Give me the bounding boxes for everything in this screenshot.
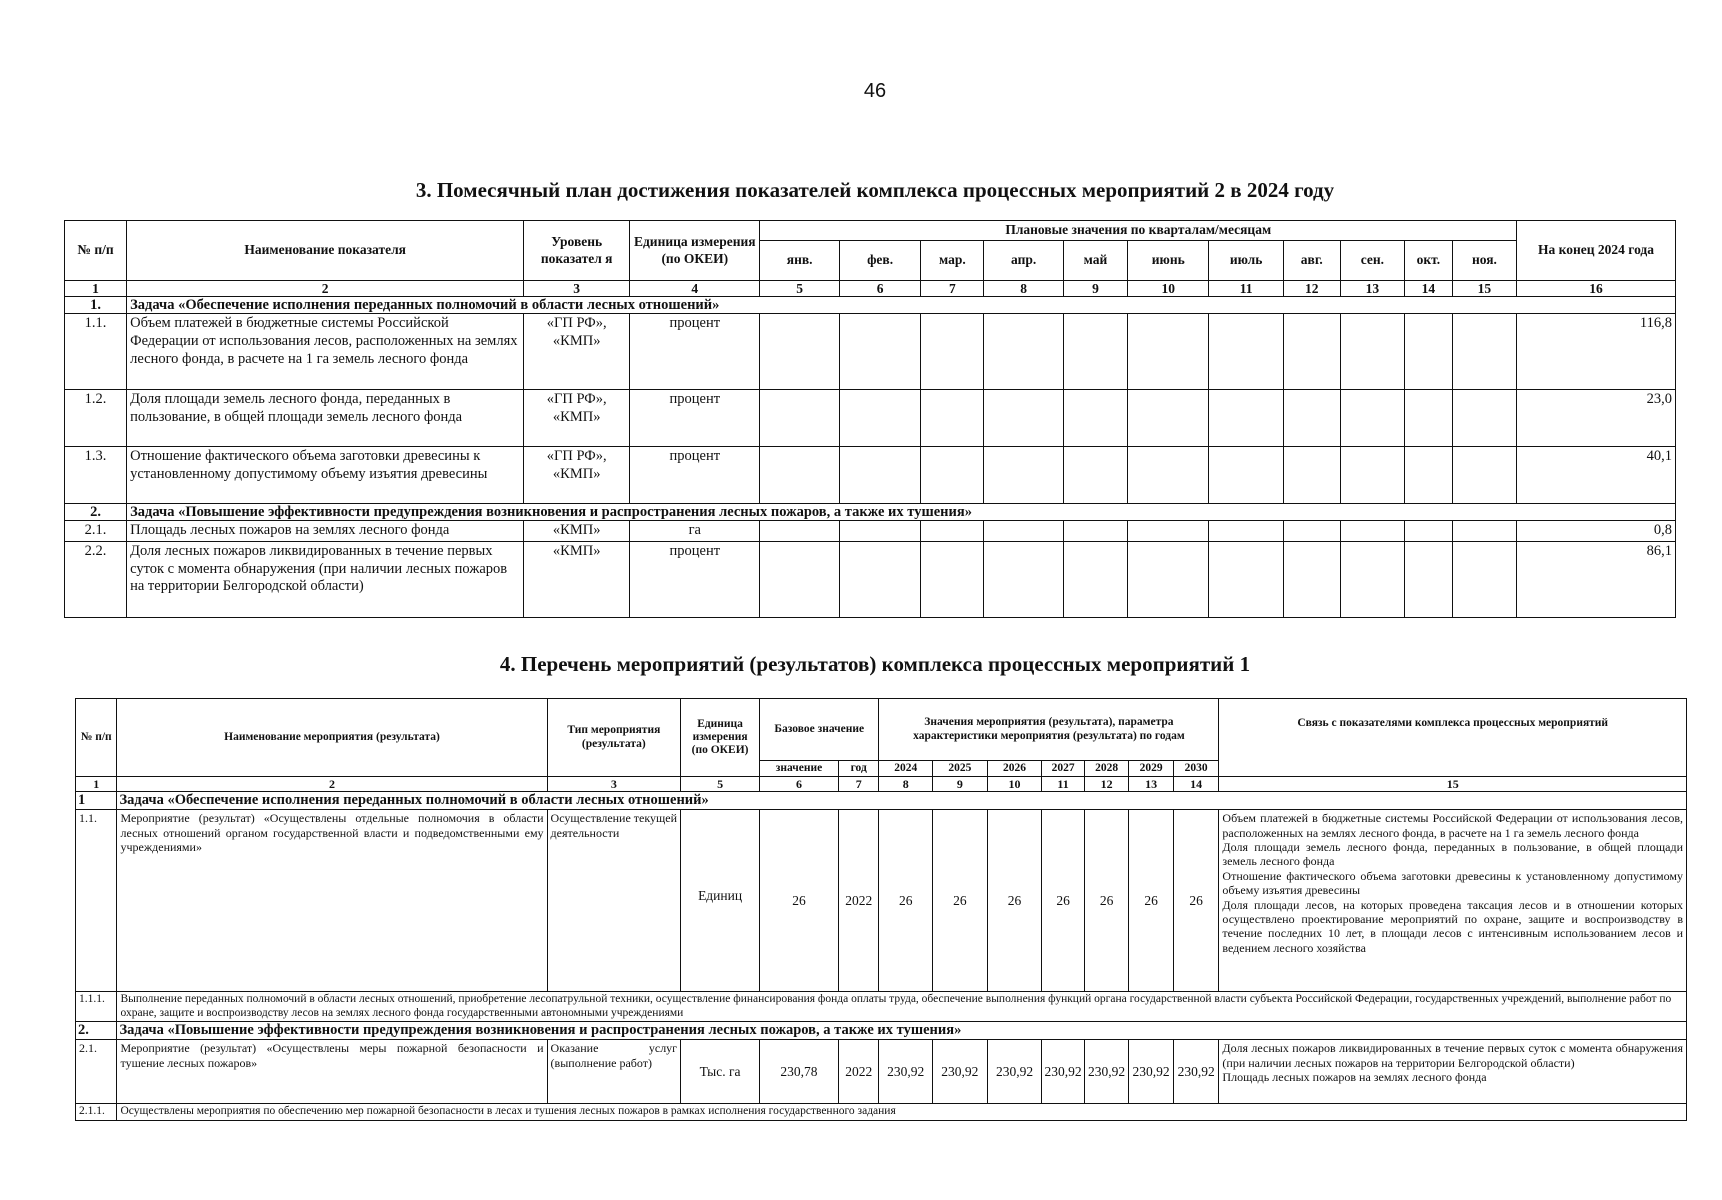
monthly-plan-table (64, 220, 1676, 618)
year-value: 230,92 (933, 1040, 988, 1104)
column-index: 14 (1404, 281, 1452, 297)
header-month: сен. (1340, 241, 1404, 281)
column-index: 3 (524, 281, 630, 297)
column-index: 9 (933, 777, 988, 792)
row-number: 1.2. (65, 390, 127, 447)
indicator-level: «КМП» (524, 541, 630, 617)
year-value: 26 (933, 810, 988, 992)
column-index: 13 (1129, 777, 1174, 792)
column-index: 11 (1042, 777, 1085, 792)
header-month: май (1063, 241, 1127, 281)
indicator-name: Отношение фактического объема заготовки древесины к установленному допустимому объему изъятия древесины (127, 447, 524, 504)
year-end-value: 0,8 (1517, 521, 1676, 542)
column-index: 15 (1219, 777, 1687, 792)
column-index: 14 (1173, 777, 1219, 792)
year-end-value: 40,1 (1517, 447, 1676, 504)
task-title: Задача «Повышение эффективности предупреждения возникновения и распространения лесных пожаров, а также их тушения» (117, 1022, 1687, 1040)
header-num: № п/п (76, 699, 117, 777)
indicator-unit: процент (630, 390, 760, 447)
linked-indicator: Доля площади земель лесного фонда, переданных в пользование, в общей площади земель лесного фонда (1222, 840, 1683, 869)
task-number: 2. (76, 1022, 117, 1040)
column-index: 5 (681, 777, 760, 792)
header-year: 2029 (1129, 761, 1174, 777)
year-value: 230,92 (879, 1040, 933, 1104)
column-index: 6 (839, 281, 920, 297)
row-number: 1.3. (65, 447, 127, 504)
row-number: 2.1. (65, 521, 127, 542)
base-value: 230,78 (760, 1040, 839, 1104)
header-year: 2030 (1173, 761, 1219, 777)
year-value: 26 (1084, 810, 1129, 992)
indicator-name: Площадь лесных пожаров на землях лесного фонда (127, 521, 524, 542)
linked-indicator: Отношение фактического объема заготовки древесины к установленному допустимому объему изъятия древесины (1222, 868, 1683, 898)
column-index: 5 (760, 281, 839, 297)
column-index: 16 (1517, 281, 1676, 297)
row-number: 1.1.1. (76, 992, 117, 1022)
year-value: 26 (1042, 810, 1085, 992)
column-index: 3 (547, 777, 681, 792)
activity-name: Мероприятие (результат) «Осуществлены меры пожарной безопасности и тушение лесных пожаров» (117, 1040, 547, 1104)
year-value: 26 (987, 810, 1042, 992)
task-title: Задача «Обеспечение исполнения переданных полномочий в области лесных отношений» (117, 792, 1687, 810)
row-number: 2.1. (76, 1040, 117, 1104)
column-index: 2 (127, 281, 524, 297)
column-index: 9 (1063, 281, 1127, 297)
indicator-unit: процент (630, 314, 760, 390)
activity-type: Оказание услуг (выполнение работ) (547, 1040, 681, 1104)
header-month: июль (1209, 241, 1283, 281)
header-year: 2027 (1042, 761, 1085, 777)
page-number: 46 (863, 80, 887, 102)
header-values: Значения мероприятия (результата), параметра характеристики мероприятия (результата) по годам (879, 699, 1219, 761)
header-month: фев. (839, 241, 920, 281)
year-end-value: 116,8 (1517, 314, 1676, 390)
activity-type: Осуществление текущей деятельности (547, 810, 681, 992)
year-end-value: 23,0 (1517, 390, 1676, 447)
year-end-value: 86,1 (1517, 541, 1676, 617)
header-month: июнь (1128, 241, 1209, 281)
linked-indicator: Доля лесных пожаров ликвидированных в течение первых суток с момента обнаружения (при наличии лесных пожаров на территории Белгородской области) (1222, 1041, 1683, 1070)
linked-indicator: Объем платежей в бюджетные системы Российской Федерации от использования лесов, расположенных на землях лесного фонда, в расчете на 1 га земель лесного фонда (1222, 811, 1683, 840)
indicator-level: «ГП РФ», «КМП» (524, 390, 630, 447)
year-value: 230,92 (1129, 1040, 1174, 1104)
base-year: 2022 (838, 810, 878, 992)
year-value: 230,92 (1173, 1040, 1219, 1104)
activity-unit: Тыс. га (681, 1040, 760, 1104)
activity-name: Мероприятие (результат) «Осуществлены отдельные полномочия в области лесных отношений органом государственной власти и подведомственными ему учреждениями» (117, 810, 547, 992)
header-year: 2028 (1084, 761, 1129, 777)
header-base: Базовое значение (760, 699, 879, 761)
header-num: № п/п (65, 221, 127, 281)
table4-title: 4. Перечень мероприятий (результатов) комплекса процессных мероприятий 1 (499, 652, 1251, 676)
header-end: На конец 2024 года (1517, 221, 1676, 281)
column-index: 7 (921, 281, 984, 297)
header-month: окт. (1404, 241, 1452, 281)
indicator-unit: га (630, 521, 760, 542)
column-index: 12 (1084, 777, 1129, 792)
header-year: 2026 (987, 761, 1042, 777)
row-number: 1.1. (76, 810, 117, 992)
indicator-unit: процент (630, 541, 760, 617)
header-month: апр. (984, 241, 1063, 281)
column-index: 15 (1452, 281, 1516, 297)
indicator-level: «КМП» (524, 521, 630, 542)
column-index: 13 (1340, 281, 1404, 297)
column-index: 6 (760, 777, 839, 792)
header-unit: Единица измерения (по ОКЕИ) (630, 221, 760, 281)
header-base-value: значение (760, 761, 839, 777)
column-index: 4 (630, 281, 760, 297)
header-level: Уровень показател я (524, 221, 630, 281)
column-index: 2 (117, 777, 547, 792)
indicator-unit: процент (630, 447, 760, 504)
header-link: Связь с показателями комплекса процессных мероприятий (1219, 699, 1687, 777)
indicator-level: «ГП РФ», «КМП» (524, 314, 630, 390)
header-month: янв. (760, 241, 839, 281)
column-index: 1 (76, 777, 117, 792)
task-number: 2. (65, 504, 127, 521)
indicator-level: «ГП РФ», «КМП» (524, 447, 630, 504)
header-base-year: год (838, 761, 878, 777)
activity-detail: Осуществлены мероприятия по обеспечению мер пожарной безопасности в лесах и тушения лесных пожаров в рамках исполнения государственного задания (117, 1104, 1687, 1121)
year-value: 230,92 (987, 1040, 1042, 1104)
task-number: 1. (65, 297, 127, 314)
task-number: 1 (76, 792, 117, 810)
column-index: 10 (1128, 281, 1209, 297)
column-index: 11 (1209, 281, 1283, 297)
linked-indicators (1219, 810, 1687, 992)
table3-title: 3. Помесячный план достижения показателей комплекса процессных мероприятий 2 в 2024 году (415, 178, 1335, 202)
base-year: 2022 (838, 1040, 878, 1104)
header-month: мар. (921, 241, 984, 281)
indicator-name: Объем платежей в бюджетные системы Российской Федерации от использования лесов, расположенных на землях лесного фонда, в расчете на 1 га земель лесного фонда (127, 314, 524, 390)
column-index: 12 (1283, 281, 1340, 297)
header-year: 2024 (879, 761, 933, 777)
header-month: ноя. (1452, 241, 1516, 281)
year-value: 26 (1173, 810, 1219, 992)
task-title: Задача «Обеспечение исполнения переданных полномочий в области лесных отношений» (127, 297, 1676, 314)
indicator-name: Доля лесных пожаров ликвидированных в течение первых суток с момента обнаружения (при наличии лесных пожаров на территории Белгородской области) (127, 541, 524, 617)
header-name: Наименование показателя (127, 221, 524, 281)
header-year: 2025 (933, 761, 988, 777)
header-name: Наименование мероприятия (результата) (117, 699, 547, 777)
header-unit: Единица измерения (по ОКЕИ) (681, 699, 760, 777)
activity-unit: Единиц (681, 810, 760, 992)
header-plan: Плановые значения по кварталам/месяцам (760, 221, 1517, 241)
year-value: 26 (1129, 810, 1174, 992)
activity-detail: Выполнение переданных полномочий в области лесных отношений, приобретение лесопатрульной техники, осуществление финансирования фонда оплаты труда, обеспечение выполнения функций органа государственной власти субъекта Российской Федерации, государственных учреждений, выполнение работ по охране, защите и воспроизводству лесов на землях лесного фонда государственными автономными учреждениями (117, 992, 1687, 1022)
year-value: 230,92 (1084, 1040, 1129, 1104)
year-value: 26 (879, 810, 933, 992)
linked-indicator: Площадь лесных пожаров на землях лесного фонда (1222, 1070, 1487, 1084)
linked-indicator: Доля площади лесов, на которых проведена таксация лесов и в отношении которых осуществлено проектирование мероприятий по охране, защите и воспроизводству в течение последних 10 лет, в площади лесов с интенсивным использованием лесов и ведением лесного хозяйства (1222, 897, 1683, 955)
indicator-name: Доля площади земель лесного фонда, переданных в пользование, в общей площади земель лесного фонда (127, 390, 524, 447)
column-index: 8 (984, 281, 1063, 297)
base-value: 26 (760, 810, 839, 992)
column-index: 7 (838, 777, 878, 792)
column-index: 10 (987, 777, 1042, 792)
column-index: 1 (65, 281, 127, 297)
column-index: 8 (879, 777, 933, 792)
header-month: авг. (1283, 241, 1340, 281)
header-type: Тип мероприятия (результата) (547, 699, 681, 777)
activities-table (75, 698, 1687, 1121)
row-number: 1.1. (65, 314, 127, 390)
task-title: Задача «Повышение эффективности предупреждения возникновения и распространения лесных пожаров, а также их тушения» (127, 504, 1676, 521)
row-number: 2.1.1. (76, 1104, 117, 1121)
year-value: 230,92 (1042, 1040, 1085, 1104)
row-number: 2.2. (65, 541, 127, 617)
linked-indicators (1219, 1040, 1687, 1104)
